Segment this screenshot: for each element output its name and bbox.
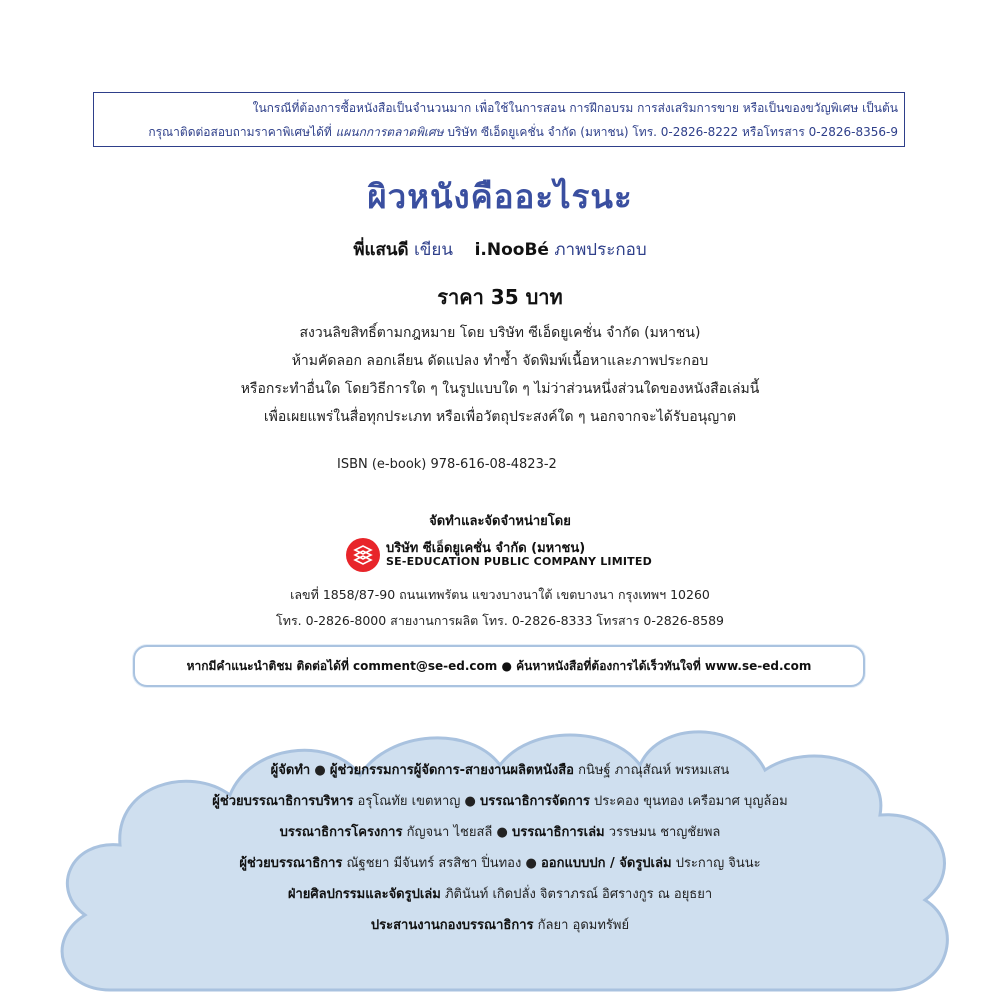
se-ed-logo-icon <box>346 538 380 572</box>
bullet-separator: ● <box>464 794 476 809</box>
publisher-name-en: SE-EDUCATION PUBLIC COMPANY LIMITED <box>386 555 652 568</box>
notice-prefix: กรุณาติดต่อสอบถามราคาพิเศษได้ที่ <box>148 125 332 139</box>
copyright-line: ห้ามคัดลอก ลอกเลียน ดัดแปลง ทำซ้ำ จัดพิมพ์เนื้อหาและภาพประกอบ <box>291 353 709 369</box>
bullet-separator: ● <box>496 825 508 840</box>
staff-names: ภิตินันท์ เกิดปลั่ง จิตราภรณ์ อิศรางกูร ณ อยุธยา <box>444 887 713 902</box>
copyright-line: หรือกระทำอื่นใด โดยวิธีการใด ๆ ในรูปแบบใด ๆ ไม่ว่าส่วนหนึ่งส่วนใดของหนังสือเล่มนี้ <box>240 381 760 397</box>
publisher-address <box>0 582 1000 634</box>
staff-names: กัญจนา ไชยสลี <box>406 825 493 840</box>
illustrator-role: ภาพประกอบ <box>554 240 647 260</box>
comment-contact-text: หากมีคำแนะนำติชม ติดต่อได้ที่ comment@se-ed.com <box>186 659 498 673</box>
staff-role: บรรณาธิการจัดการ <box>480 794 590 809</box>
staff-line <box>0 786 1000 817</box>
contact-banner <box>133 645 865 687</box>
illustrator-name: i.NooBé <box>474 240 549 260</box>
staff-role: บรรณาธิการโครงการ <box>279 825 403 840</box>
copyright-line: สงวนลิขสิทธิ์ตามกฎหมาย โดย บริษัท ซีเอ็ดยูเคชั่น จำกัด (มหาชน) <box>299 325 701 341</box>
staff-line <box>0 910 1000 941</box>
staff-role: ผู้ช่วยกรรมการผู้จัดการ-สายงานผลิตหนังสือ <box>329 763 574 778</box>
staff-names: กัลยา อุดมทรัพย์ <box>537 918 630 933</box>
staff-role: ผู้ช่วยบรรณาธิการบริหาร <box>212 794 354 809</box>
address-line: เลขที่ 1858/87-90 ถนนเทพรัตน แขวงบางนาใต้ เขตบางนา กรุงเทพฯ 10260 <box>290 587 710 602</box>
notice-department: แผนกการตลาดพิเศษ <box>335 125 444 139</box>
staff-names: ประกาญ จินนะ <box>675 856 761 871</box>
bulk-order-notice <box>93 92 905 147</box>
bullet-separator: ● <box>501 659 512 673</box>
author-role: เขียน <box>413 240 453 260</box>
isbn: ISBN (e-book) 978-616-08-4823-2 <box>337 457 557 472</box>
staff-role: ผู้ช่วยบรรณาธิการ <box>239 856 343 871</box>
publisher-name-th: บริษัท ซีเอ็ดยูเคชั่น จำกัด (มหาชน) <box>386 541 586 556</box>
notice-line-1: ในกรณีที่ต้องการซื้อหนังสือเป็นจำนวนมาก เพื่อใช้ในการสอน การฝึกอบรม การส่งเสริมการขาย หรือเป็นของขวัญพิเศษ เป็นต้น <box>252 101 898 115</box>
bullet-separator: ● <box>525 856 537 871</box>
staff-line <box>0 755 1000 786</box>
search-contact-text: ค้นหาหนังสือที่ต้องการได้เร็วทันใจที่ www.se-ed.com <box>516 659 812 673</box>
staff-role: ประสานงานกองบรรณาธิการ <box>370 918 534 933</box>
staff-line <box>0 817 1000 848</box>
book-credits <box>0 236 1000 263</box>
book-title: ผิวหนังคืออะไรนะ <box>367 177 633 216</box>
copyright-notice <box>0 319 1000 431</box>
author-name: พี่แสนดี <box>353 240 409 260</box>
book-price: ราคา 35 บาท <box>437 285 563 309</box>
staff-names: วรรษมน ชาญชัยพล <box>608 825 721 840</box>
copyright-line: เพื่อเผยแพร่ในสื่อทุกประเภท หรือเพื่อวัตถุประสงค์ใด ๆ นอกจากจะได้รับอนุญาต <box>263 409 737 425</box>
staff-role: ผู้จัดทำ <box>270 763 311 778</box>
bullet-separator: ● <box>314 763 326 778</box>
staff-names: กนิษฐ์ ภาณุสัณห์ พรหมเสน <box>578 763 730 778</box>
notice-line-2 <box>100 120 898 144</box>
published-by-label: จัดทำและจัดจำหน่ายโดย <box>429 514 571 529</box>
staff-names: ประคอง ขุนทอง เครือมาศ บุญล้อม <box>594 794 788 809</box>
staff-line <box>0 879 1000 910</box>
staff-names: ณัฐชยา มีจันทร์ สรสิชา ปิ่นทอง <box>346 856 522 871</box>
notice-suffix: บริษัท ซีเอ็ดยูเคชั่น จำกัด (มหาชน) โทร. 0-2826-8222 หรือโทรสาร 0-2826-8356-9 <box>447 125 898 139</box>
staff-role: ออกแบบปก / จัดรูปเล่ม <box>540 856 672 871</box>
staff-role: ฝ่ายศิลปกรรมและจัดรูปเล่ม <box>287 887 441 902</box>
staff-credits <box>0 755 1000 941</box>
staff-role: บรรณาธิการเล่ม <box>511 825 605 840</box>
staff-names: อรุโณทัย เขตหาญ <box>357 794 461 809</box>
phone-line: โทร. 0-2826-8000 สายงานการผลิต โทร. 0-2826-8333 โทรสาร 0-2826-8589 <box>276 613 724 628</box>
staff-line <box>0 848 1000 879</box>
